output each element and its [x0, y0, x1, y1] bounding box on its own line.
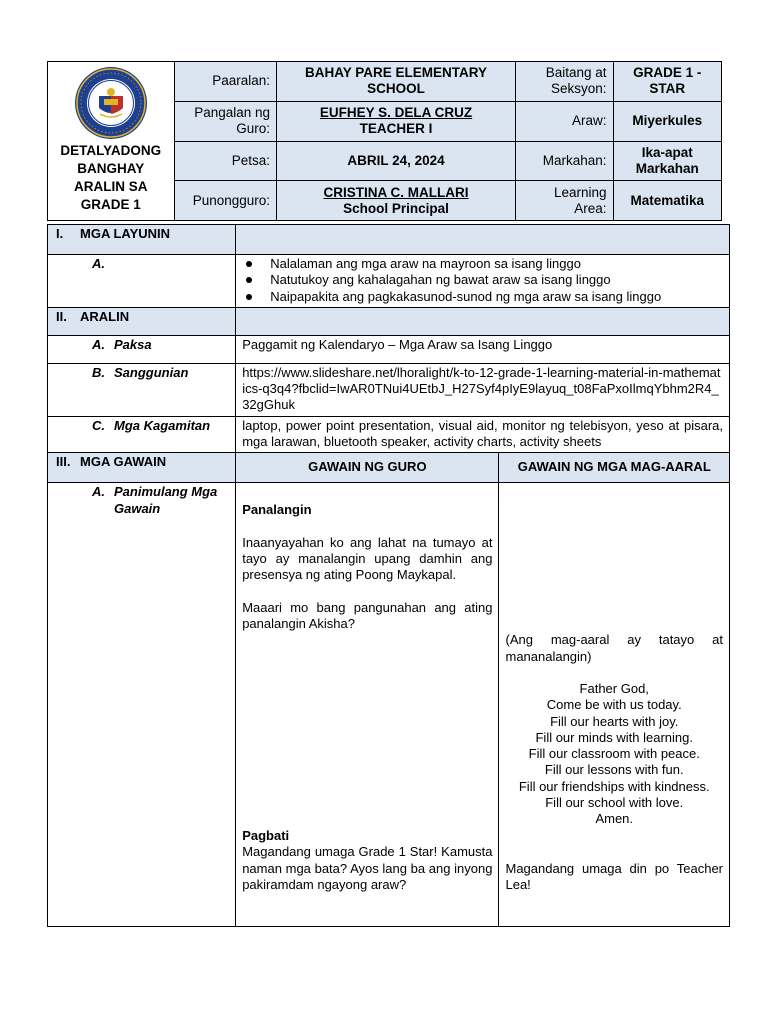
prayer-line: Fill our minds with learning. [535, 729, 693, 745]
topic-label: Paksa [114, 336, 152, 352]
deped-seal-icon [74, 66, 148, 140]
prayer-line: Fill our hearts with joy. [550, 713, 679, 729]
student-activity-cell [499, 483, 730, 927]
section-row-gawain [48, 453, 730, 483]
reference-link[interactable]: https://www.slideshare.net/lhoralight/k-to-12-grade-1-learning-material-in-mathematics-q3q4?fbclid=IwAR0TNui4UEtbJ_H27Syf4pIyE9layuq_t08FaPxoIlmqYbhm2R4_32gGhuk [236, 363, 730, 416]
section-number: I. [56, 226, 64, 241]
section-number: III. [56, 454, 71, 470]
prayer-line: Fill our classroom with peace. [528, 746, 700, 762]
section-header [48, 453, 236, 483]
activities-row [48, 483, 730, 927]
quarter-label: Markahan: [516, 141, 613, 181]
section-number: II. [56, 308, 67, 324]
greeting-heading: Pagbati [242, 828, 290, 844]
objectives-row [48, 255, 730, 308]
list-item [242, 256, 723, 272]
teacher-value [277, 101, 516, 141]
objectives-cell [236, 255, 730, 308]
title-line: BANGHAY [77, 161, 145, 176]
prayer-line: Come be with us today. [546, 697, 682, 713]
prayer-text [505, 681, 723, 828]
section-row-layunin [48, 225, 730, 255]
header-table [47, 61, 722, 221]
grade-section-value: GRADE 1 - STAR [613, 62, 722, 102]
prayer-heading: Panalangin [242, 502, 312, 518]
objective-text: Natutukoy ang kahalagahan ng bawat araw sa isang linggo [270, 272, 611, 288]
objective-text: Nalalaman ang mga araw na mayroon sa isang linggo [270, 256, 581, 271]
prayer-line: Amen. [595, 811, 634, 827]
school-label: Paaralan: [174, 62, 276, 102]
prayer-line: Fill our school with love. [545, 795, 684, 811]
materials-label: Mga Kagamitan [114, 417, 211, 433]
objectives-letter-cell [48, 255, 236, 308]
list-item [242, 289, 723, 305]
item-letter: A. [92, 336, 105, 352]
section-title: MGA LAYUNIN [80, 226, 171, 241]
section-title: ARALIN [80, 308, 130, 324]
bullet-icon [246, 294, 252, 300]
day-label: Araw: [516, 101, 613, 141]
item-letter: C. [92, 417, 105, 433]
reference-label: Sanggunian [114, 364, 189, 380]
topic-value: Paggamit ng Kalendaryo – Mga Araw sa Isang Linggo [236, 335, 730, 363]
teacher-position: TEACHER I [359, 121, 433, 137]
student-activity-header: GAWAIN NG MGA MAG-AARAL [499, 453, 730, 483]
principal-label: Punongguro: [174, 181, 276, 221]
topic-row [48, 335, 730, 363]
materials-label-cell [48, 416, 236, 453]
item-letter: A. [92, 256, 105, 271]
learning-area-value: Matematika [613, 181, 722, 221]
grade-section-label: Baitang at Seksyon: [516, 62, 613, 102]
prayer-line: Fill our lessons with fun. [544, 762, 684, 778]
school-name-line1: BAHAY PARE ELEMENTARY [305, 65, 488, 81]
item-letter: A. [92, 484, 105, 500]
principal-position: School Principal [343, 200, 449, 216]
section-title: MGA GAWAIN [80, 454, 167, 470]
materials-value: laptop, power point presentation, visual aid, monitor ng telebisyon, yeso at pisara, mga larawan, bluetooth speaker, activity charts, activity sheets [236, 416, 730, 453]
topic-label-cell [48, 335, 236, 363]
section-header [48, 225, 236, 255]
bullet-icon [246, 261, 252, 267]
quarter-value: Ika-apat Markahan [613, 141, 722, 181]
date-label: Petsa: [174, 141, 276, 181]
reference-label-cell [48, 363, 236, 416]
student-prayer-action: (Ang mag-aaral ay tatayo at mananalangin) [505, 632, 723, 664]
teacher-activity-header: GAWAIN NG GURO [236, 453, 499, 483]
section-header-fill [236, 307, 730, 335]
school-value [277, 62, 516, 102]
activity-label [114, 484, 224, 517]
prayer-line: Father God, [579, 680, 649, 696]
day-value: Miyerkules [613, 101, 722, 141]
date-value: ABRIL 24, 2024 [277, 141, 516, 181]
title-line: ARALIN SA [74, 179, 148, 194]
teacher-label: Pangalan ng Guro: [174, 101, 276, 141]
materials-row [48, 416, 730, 453]
activity-label-cell [48, 483, 236, 927]
principal-name: CRISTINA C. MALLARI [323, 184, 469, 200]
list-item [242, 272, 723, 288]
section-header [48, 307, 236, 335]
activity-label-line2: Gawain [114, 500, 161, 516]
teacher-prayer-request: Maaari mo bang pangunahan ang ating panalangin Akisha? [242, 599, 493, 631]
reference-row [48, 363, 730, 416]
lesson-plan-table [47, 224, 730, 927]
teacher-name: EUFHEY S. DELA CRUZ [319, 105, 473, 121]
prayer-line: Fill our friendships with kindness. [518, 778, 710, 794]
title-line: GRADE 1 [80, 197, 141, 212]
section-header-fill [236, 225, 730, 255]
learning-area-label: Learning Area: [516, 181, 613, 221]
principal-value [277, 181, 516, 221]
student-greeting: Magandang umaga din po Teacher Lea! [505, 860, 723, 892]
activity-label-line1: Panimulang Mga [114, 484, 218, 500]
section-row-aralin [48, 307, 730, 335]
objective-text: Naipapakita ang pagkakasunod-sunod ng mga araw sa isang linggo [270, 288, 662, 304]
objectives-list [242, 256, 723, 305]
lesson-plan-title [48, 142, 174, 220]
teacher-greeting: Magandang umaga Grade 1 Star! Kamusta naman mga bata? Ayos lang ba ang inyong pakiramdam ngayong araw? [242, 844, 493, 893]
item-letter: B. [92, 364, 105, 380]
school-name-line2: SCHOOL [367, 81, 425, 97]
title-line: DETALYADONG [60, 143, 162, 158]
bullet-icon [246, 277, 252, 283]
teacher-activity-cell [236, 483, 499, 927]
logo-title-cell [48, 62, 175, 221]
teacher-prayer-invite: Inaanyayahan ko ang lahat na tumayo at tayo ay manalangin upang damhin ang presensya ng ating Poong Maykapal. [242, 534, 493, 583]
